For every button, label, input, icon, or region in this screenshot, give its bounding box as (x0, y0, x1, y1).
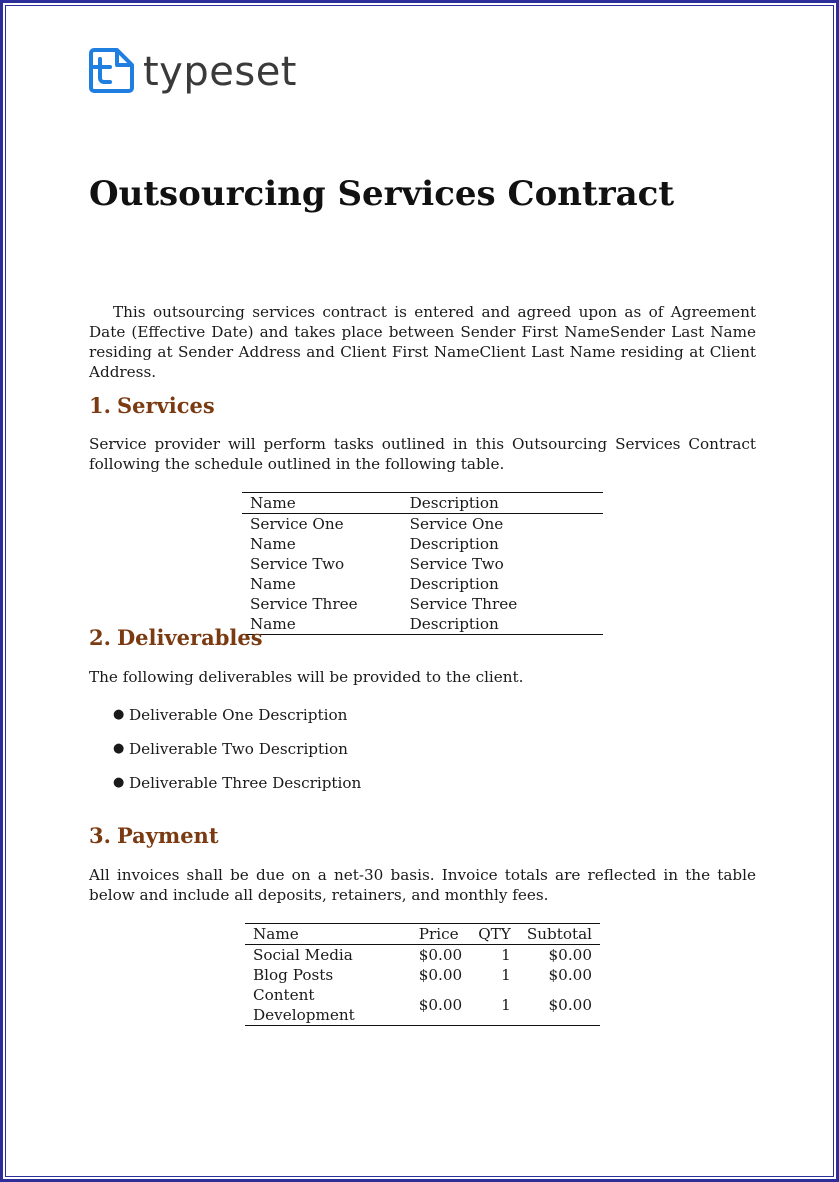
document-title: Outsourcing Services Contract (89, 174, 675, 214)
logo-wordmark: typeset (143, 49, 297, 95)
item-qty: 1 (470, 985, 519, 1026)
payment-col-name: Name (245, 924, 411, 945)
item-qty: 1 (501, 966, 511, 984)
deliverables-list (113, 705, 361, 807)
service-description: Service One Description (409, 515, 504, 553)
item-price: $0.00 (418, 966, 463, 984)
services-number: 1. (89, 393, 111, 418)
deliverable-text: Deliverable Three Description (129, 774, 362, 792)
deliverables-title: Deliverables (116, 625, 263, 650)
payment-table (245, 923, 600, 1026)
item-name: Blog Posts (253, 966, 334, 984)
services-table (242, 492, 603, 635)
list-item (113, 705, 361, 739)
item-subtotal: $0.00 (519, 985, 600, 1026)
item-name: Content Development (245, 985, 411, 1026)
service-description: Service Three Description (402, 594, 603, 635)
typeset-logo (89, 47, 297, 95)
table-row (245, 945, 600, 966)
payment-col-price: Price (411, 924, 470, 945)
services-title: Services (116, 393, 215, 418)
intro-paragraph: This outsourcing services contract is entered and agreed upon as of Agreement Date (Effective Date) and takes place between Sender First NameSender Last Name residing at Sender Address and Client First NameClient Last Name residing at Client Address. (89, 303, 756, 381)
payment-table-header (245, 924, 600, 945)
item-qty: 1 (501, 946, 511, 964)
service-name: Service One Name (250, 515, 344, 553)
payment-heading (89, 822, 219, 850)
bullet-icon: ● (113, 775, 125, 790)
list-item (113, 773, 361, 807)
services-paragraph: Service provider will perform tasks outlined in this Outsourcing Services Contract following the schedule outlined in the following table. (89, 435, 756, 473)
payment-number: 3. (89, 823, 111, 848)
table-row (245, 965, 600, 985)
item-price: $0.00 (418, 946, 463, 964)
item-price: $0.00 (411, 985, 470, 1026)
deliverables-number: 2. (89, 625, 111, 650)
table-row (242, 514, 603, 555)
typeset-logo-icon (89, 47, 135, 93)
deliverables-heading (89, 624, 263, 652)
service-name: Service Three Name (242, 594, 402, 635)
payment-col-subtotal: Subtotal (519, 924, 600, 945)
deliverable-text: Deliverable One Description (129, 706, 348, 724)
services-table-header (242, 493, 603, 514)
services-col-description: Description (402, 493, 603, 514)
service-description: Service Two Description (409, 555, 504, 593)
item-subtotal: $0.00 (548, 966, 592, 984)
table-row (245, 985, 600, 1026)
services-heading (89, 392, 215, 420)
deliverables-paragraph: The following deliverables will be provided to the client. (89, 668, 524, 686)
deliverable-text: Deliverable Two Description (129, 740, 348, 758)
payment-paragraph: All invoices shall be due on a net-30 basis. Invoice totals are reflected in the table below and include all deposits, retainers, and monthly fees. (89, 866, 756, 904)
bullet-icon: ● (113, 741, 125, 756)
services-col-name: Name (242, 493, 402, 514)
item-subtotal: $0.00 (548, 946, 592, 964)
list-item (113, 739, 361, 773)
payment-title: Payment (116, 823, 219, 848)
table-row (242, 554, 603, 594)
service-name: Service Two Name (250, 555, 345, 593)
item-name: Social Media (253, 946, 353, 964)
payment-col-qty: QTY (470, 924, 519, 945)
table-row (242, 594, 603, 635)
bullet-icon: ● (113, 707, 125, 722)
